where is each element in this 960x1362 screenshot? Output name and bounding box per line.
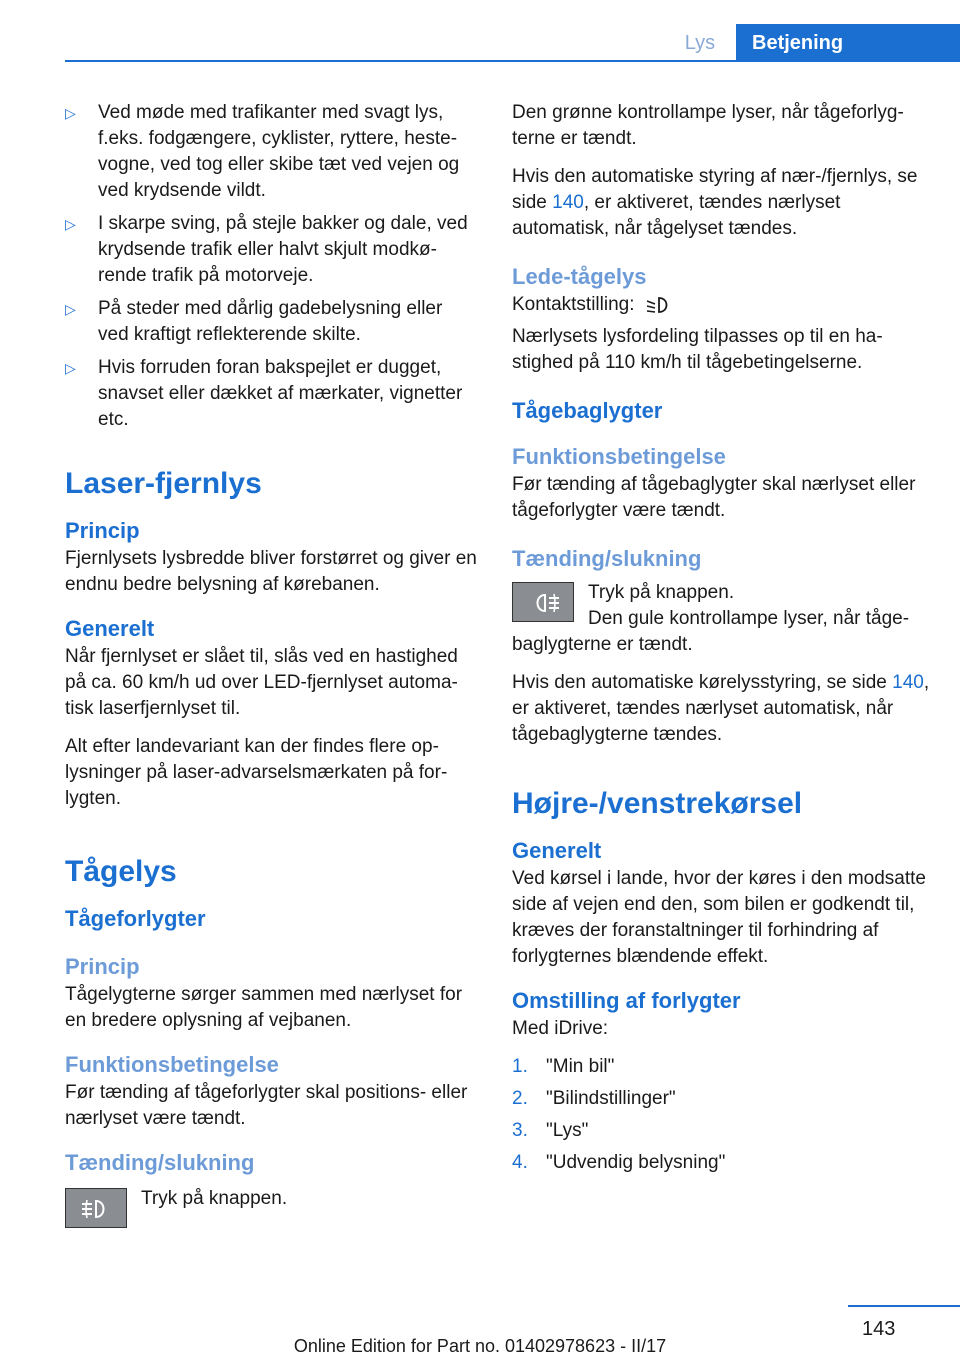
front-fog-light-icon <box>80 1198 114 1220</box>
subtitle-laser-generelt: Generelt <box>65 616 155 641</box>
adjust-intro: Med iDrive: <box>512 1018 609 1039</box>
subtitle-lede: Lede-tågelys <box>512 264 647 289</box>
rear-switch-text-2: Den gule kontrollampe lyser, når tågebaglygterne er tændt. <box>512 608 910 655</box>
front-fog-button[interactable] <box>65 1188 127 1228</box>
rear-fog-light-icon <box>527 592 561 614</box>
subtitle-laser-princip: Princip <box>65 518 140 543</box>
lhd-generelt-text: Ved kørsel i lande, hvor der køres i den modsatte side af vejen end den, som bilen er godkendt til, kræves der foranstaltninger til forhindring af forlygternes blændende effekt. <box>512 868 926 967</box>
subtitle-front-switch: Tænding/slukning <box>65 1150 255 1175</box>
front-fog-button-row <box>65 1186 478 1248</box>
bullet-list <box>65 100 478 433</box>
subtitle-rear-switch: Tænding/slukning <box>512 546 702 571</box>
list-item: ▷ På steder med dårlig gadebelysning eller ved kraftigt reflekterende skilte. <box>65 298 443 345</box>
green-lamp-text: Den grønne kontrollampe lyser, når tågeforlygterne er tændt. <box>512 102 904 149</box>
rear-func-text: Før tænding af tågebaglygter skal nærlyset eller tågeforlygter være tændt. <box>512 474 916 521</box>
front-switch-text: Tryk på knappen. <box>141 1188 288 1209</box>
header-chapter: Betjening <box>736 24 960 62</box>
subtitle-front-princip: Princip <box>65 954 140 979</box>
laser-princip-text: Fjernlysets lysbredde bliver forstørret og giver en endnu bedre belysning af kørebanen. <box>65 548 477 595</box>
subtitle-front-func: Funktionsbetingelse <box>65 1052 279 1077</box>
list-item: 4. "Udvendig belysning" <box>512 1152 726 1173</box>
page-link[interactable]: 140 <box>552 192 584 213</box>
list-item: 2. "Bilindstillinger" <box>512 1088 676 1109</box>
subtitle-lhd-generelt: Generelt <box>512 838 602 863</box>
list-item: ▷ I skarpe sving, på stejle bakker og dale, ved krydsende trafik eller halvt skjult modkørende trafik på motorveje. <box>65 213 468 286</box>
page-link[interactable]: 140 <box>892 672 924 693</box>
kontakt-text: Kontaktstilling: <box>512 292 930 318</box>
subtitle-rear-func: Funktionsbetingelse <box>512 444 726 469</box>
list-item: 1. "Min bil" <box>512 1056 615 1077</box>
lede-fog-light-icon <box>643 295 673 315</box>
triangle-bullet-icon: ▷ <box>65 105 76 121</box>
lede-text: Nærlysets lysfordeling tilpasses op til en hastighed på 110 km/h til tågebetingelserne. <box>512 326 883 373</box>
left-column <box>65 100 478 1248</box>
laser-generelt-text-1: Når fjernlyset er slået til, slås ved en hastighed på ca. 60 km/h ud over LED-fjernlyset automatisk laserfjernlyset til. <box>65 646 458 719</box>
front-func-text: Før tænding af tågeforlygter skal positions- eller nærlyset være tændt. <box>65 1082 468 1129</box>
page-number: 143 <box>862 1318 896 1340</box>
section-title-laser: Laser-fjernlys <box>65 467 262 500</box>
header-section: Lys <box>684 32 716 54</box>
right-column <box>512 100 930 1182</box>
triangle-bullet-icon: ▷ <box>65 216 76 232</box>
subtitle-adjust: Omstilling af forlygter <box>512 988 741 1013</box>
rear-switch-text-1: Tryk på knappen. <box>588 582 735 603</box>
triangle-bullet-icon: ▷ <box>65 301 76 317</box>
section-title-lhd: Højre-/venstrekørsel <box>512 787 803 820</box>
front-princip-text: Tågelygterne sørger sammen med nærlyset for en bredere oplysning af vejbanen. <box>65 984 463 1031</box>
footer-rule <box>848 1305 960 1307</box>
laser-generelt-text-2: Alt efter landevariant kan der findes flere oplysninger på laser-advarselsmærkaten på forlygten. <box>65 736 448 809</box>
rear-fog-button[interactable] <box>512 582 574 622</box>
steps-list <box>512 1054 930 1176</box>
triangle-bullet-icon: ▷ <box>65 360 76 376</box>
list-item: ▷ Ved møde med trafikanter med svagt lys, f.eks. fodgængere, cyklister, ryttere, hestevogne, ved tog eller skibe tæt ved vejen og ved krydsende vildt. <box>65 102 460 201</box>
rear-auto-text: Hvis den automatiske kørelysstyring, se side 140, er aktiveret, tændes nærlyset automatisk, når tågebaglygterne tændes. <box>512 672 930 745</box>
list-item: ▷ Hvis forruden foran bakspejlet er dugget, snavset eller dækket af mærkater, vignetter etc. <box>65 357 463 430</box>
footer-text: Online Edition for Part no. 01402978623 - II/17 <box>293 1336 667 1356</box>
subtitle-rear: Tågebaglygter <box>512 398 663 423</box>
section-title-fog: Tågelys <box>65 855 177 888</box>
rear-fog-button-row <box>512 580 930 642</box>
auto-light-text: Hvis den automatiske styring af nær-/fjernlys, se side 140, er aktiveret, tændes nærlyset automatisk, når tågelyset tændes. <box>512 166 918 239</box>
list-item: 3. "Lys" <box>512 1120 589 1141</box>
subtitle-front-fog: Tågeforlygter <box>65 906 206 931</box>
